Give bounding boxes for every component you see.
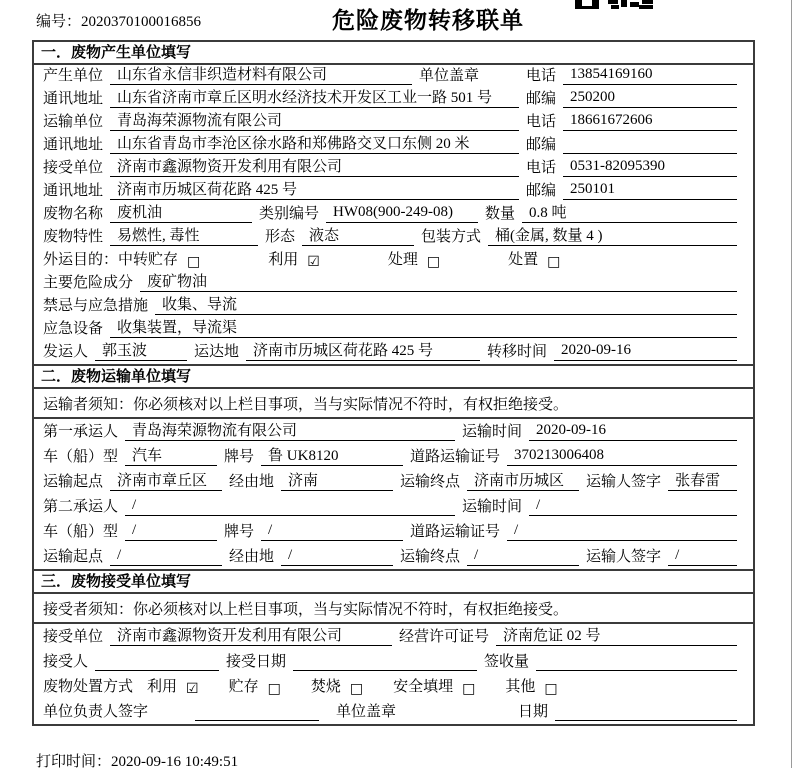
zip-label: 邮编	[526, 183, 557, 199]
destination-label: 运达地	[194, 344, 240, 360]
transporter-notice: 运输者须知：你必须核对以上栏目事项，当与实际情况不符时，有权拒绝接受。	[34, 389, 753, 419]
section2-header: 二．废物运输单位填写	[34, 366, 753, 389]
form-state-label: 形态	[265, 229, 296, 245]
road-license-value: 370213006408	[507, 447, 737, 466]
row-vehicle-2	[34, 519, 753, 544]
row-route-1	[34, 469, 753, 494]
section3-header: 三．废物接受单位填写	[34, 571, 753, 594]
purpose-option-utilize	[268, 248, 320, 269]
unit-seal-label: 单位盖章	[336, 704, 397, 720]
checkbox-checked-icon: ☑	[186, 681, 199, 697]
purpose-option-label: 处置	[508, 252, 539, 268]
page-right-edge	[791, 0, 792, 768]
row-producer-unit	[34, 65, 753, 88]
transport-unit-value: 青岛海荣源物流有限公司	[110, 109, 519, 131]
transport-time-value: 2020-09-16	[529, 422, 737, 441]
road-license-label: 道路运输证号	[410, 449, 501, 465]
document-header	[0, 0, 796, 38]
section-transporter	[34, 364, 753, 569]
transporter-zip-field	[526, 133, 744, 154]
disposal-option-label: 安全填埋	[393, 679, 454, 695]
phone-label: 电话	[526, 68, 557, 84]
first-carrier-label: 第一承运人	[43, 424, 119, 440]
receiver-zip-value: 250101	[563, 181, 737, 200]
section-producer	[34, 42, 753, 364]
row-shipper	[34, 341, 753, 364]
row-transport-unit	[34, 111, 753, 134]
carrier-sign-value: 张春雷	[668, 469, 737, 491]
route-via-label: 经由地	[229, 549, 275, 565]
unit-seal-label: 单位盖章	[419, 68, 480, 84]
first-carrier-value: 青岛海荣源物流有限公司	[125, 419, 455, 441]
row-transfer-purpose	[34, 249, 753, 272]
page-title: 危险废物转移联单	[332, 8, 524, 33]
route-start-label: 运输起点	[43, 549, 104, 565]
disposal-option-landfill	[393, 675, 475, 696]
business-license-value: 济南危证 02 号	[496, 624, 737, 646]
receiver-unit-label: 接受单位	[43, 160, 104, 176]
phone-label: 电话	[526, 160, 557, 176]
transporter-phone-value: 18661672606	[563, 112, 737, 131]
transfer-purpose-label: 外运目的：	[43, 252, 119, 268]
transport-unit-label: 运输单位	[43, 114, 104, 130]
purpose-option-treat	[388, 248, 440, 269]
waste-character-label: 废物特性	[43, 229, 104, 245]
row-hazard-component	[34, 272, 753, 295]
producer-unit-value: 山东省永信非织造材料有限公司	[110, 63, 412, 85]
responsible-sign-label: 单位负责人签字	[43, 704, 149, 720]
row-acceptor	[34, 649, 753, 674]
row-route-2	[34, 544, 753, 569]
purpose-option-label: 处理	[387, 252, 418, 268]
acceptor-label: 接受人	[43, 654, 89, 670]
transport-time-field-2	[462, 495, 744, 516]
row-producer-address	[34, 88, 753, 111]
row-emergency-equipment	[34, 318, 753, 341]
receiver-address-value: 济南市历城区荷花路 425 号	[110, 178, 519, 200]
route-end-value: 济南市历城区	[467, 469, 579, 491]
category-code-label: 类别编号	[259, 206, 320, 222]
form-state-value: 液态	[302, 224, 414, 246]
disposal-option-store	[229, 675, 281, 696]
zip-label: 邮编	[526, 91, 557, 107]
shipper-value: 郭玉波	[95, 339, 187, 361]
transport-time-label: 运输时间	[462, 499, 523, 515]
zip-label: 邮编	[526, 137, 557, 153]
transporter-phone-field	[526, 110, 744, 131]
quantity-label: 数量	[485, 206, 516, 222]
plate-label: 牌号	[224, 449, 255, 465]
transfer-time-value: 2020-09-16	[554, 342, 737, 361]
purpose-option-label: 利用	[268, 252, 299, 268]
checkbox-icon: □	[462, 681, 476, 697]
transporter-address-value: 山东省青岛市李沧区徐水路和郑佛路交叉口东侧 20 米	[110, 132, 519, 154]
route-via-value: 济南	[281, 469, 393, 491]
receipt-qty-value	[536, 652, 737, 671]
transporter-zip-value	[563, 135, 737, 154]
vehicle-type-value: 汽车	[125, 444, 217, 466]
hazard-component-value: 废矿物油	[140, 270, 737, 292]
transfer-time-label: 转移时间	[487, 344, 548, 360]
row-emergency-measures	[34, 295, 753, 318]
plate-value: 鲁 UK8120	[261, 444, 403, 466]
receiver-address-label: 通讯地址	[43, 183, 104, 199]
plate-value-2: /	[261, 522, 403, 541]
phone-label: 电话	[526, 114, 557, 130]
receiver-phone-field	[526, 156, 744, 177]
row-accept-unit	[34, 624, 753, 649]
document-number	[36, 10, 201, 31]
row-responsible-signature	[34, 699, 753, 724]
producer-phone-field	[526, 64, 744, 85]
checkbox-icon: □	[267, 681, 281, 697]
accept-unit-label: 接受单位	[43, 629, 104, 645]
row-disposal-method	[34, 674, 753, 699]
route-end-label: 运输终点	[400, 474, 461, 490]
route-end-label: 运输终点	[400, 549, 461, 565]
checkbox-icon: □	[349, 681, 364, 697]
accept-date-label: 接受日期	[226, 654, 287, 670]
hazard-component-label: 主要危险成分	[43, 275, 134, 291]
acceptor-value	[95, 652, 219, 671]
route-via-value-2: /	[281, 547, 393, 566]
receipt-qty-label: 签收量	[484, 654, 530, 670]
disposal-option-other	[505, 675, 557, 696]
row-second-carrier	[34, 494, 753, 519]
checkbox-icon: □	[544, 681, 558, 697]
producer-address-value: 山东省济南市章丘区明水经济技术开发区工业一路 501 号	[110, 86, 519, 108]
route-start-value: 济南市章丘区	[110, 469, 222, 491]
disposal-option-label: 其他	[505, 679, 536, 695]
row-vehicle-1	[34, 444, 753, 469]
print-time	[36, 750, 238, 768]
transport-time-field	[462, 420, 744, 441]
row-receiver-unit	[34, 157, 753, 180]
producer-phone-value: 13854169160	[563, 66, 737, 85]
checkbox-icon: □	[426, 254, 441, 270]
receiver-phone-value: 0531-82095390	[563, 158, 737, 177]
purpose-option-dispose	[508, 248, 560, 269]
vehicle-type-label: 车（船）型	[43, 449, 119, 465]
disposal-option-label: 贮存	[228, 679, 259, 695]
receiver-unit-value: 济南市鑫源物资开发利用有限公司	[110, 155, 519, 177]
route-start-label: 运输起点	[43, 474, 104, 490]
row-waste-character	[34, 226, 753, 249]
purpose-option-storage	[118, 248, 200, 269]
date-label: 日期	[517, 704, 548, 720]
producer-address-label: 通讯地址	[43, 91, 104, 107]
transporter-address-label: 通讯地址	[43, 137, 104, 153]
packing-label: 包装方式	[421, 229, 482, 245]
destination-value: 济南市历城区荷花路 425 号	[246, 339, 480, 361]
document-number-label: 编号：	[36, 14, 82, 30]
transport-time-value-2: /	[529, 497, 737, 516]
qr-code-fragment-icon	[575, 0, 655, 10]
receiver-zip-field	[526, 179, 744, 200]
emergency-measures-value: 收集、导流	[155, 293, 737, 315]
document-number-value: 2020370100016856	[81, 14, 202, 30]
route-via-label: 经由地	[229, 474, 275, 490]
manifest-form-table	[32, 40, 755, 726]
waste-character-value: 易燃性, 毒性	[110, 224, 258, 246]
route-start-value-2: /	[110, 547, 222, 566]
category-code-value: HW08(900-249-08)	[326, 204, 478, 223]
responsible-sign-value	[195, 702, 319, 721]
waste-name-value: 废机油	[110, 201, 252, 223]
emergency-equipment-label: 应急设备	[43, 321, 104, 337]
producer-zip-field	[526, 87, 744, 108]
row-waste-name	[34, 203, 753, 226]
accept-date-value	[293, 652, 477, 671]
disposal-option-label: 焚烧	[310, 679, 341, 695]
checkbox-icon: □	[547, 254, 561, 270]
second-carrier-value: /	[125, 497, 455, 516]
shipper-label: 发运人	[43, 344, 89, 360]
carrier-sign-value-2: /	[668, 547, 737, 566]
receiver-notice: 接受者须知：你必须核对以上栏目事项，当与实际情况不符时，有权拒绝接受。	[34, 594, 753, 624]
row-transporter-address	[34, 134, 753, 157]
row-first-carrier	[34, 419, 753, 444]
disposal-method-label: 废物处置方式	[43, 679, 134, 695]
quantity-value: 0.8 吨	[522, 201, 737, 223]
section-receiver	[34, 569, 753, 724]
packing-value: 桶(金属, 数量 4 )	[488, 224, 737, 246]
road-license-label: 道路运输证号	[410, 524, 501, 540]
date-value	[555, 702, 737, 721]
accept-unit-value: 济南市鑫源物资开发利用有限公司	[110, 624, 392, 646]
waste-name-label: 废物名称	[43, 206, 104, 222]
second-carrier-label: 第二承运人	[43, 499, 119, 515]
purpose-option-label: 中转贮存	[118, 252, 179, 268]
transport-time-label: 运输时间	[462, 424, 523, 440]
row-receiver-address	[34, 180, 753, 203]
checkbox-checked-icon: ☑	[307, 254, 320, 270]
producer-unit-label: 产生单位	[43, 68, 104, 84]
business-license-label: 经营许可证号	[399, 629, 490, 645]
print-time-value: 2020-09-16 10:49:51	[111, 754, 239, 768]
road-license-value-2: /	[507, 522, 737, 541]
vehicle-type-label: 车（船）型	[43, 524, 119, 540]
print-time-label: 打印时间：	[36, 754, 112, 768]
disposal-option-incinerate	[311, 675, 363, 696]
section1-header: 一．废物产生单位填写	[34, 42, 753, 65]
plate-label: 牌号	[224, 524, 255, 540]
emergency-equipment-value: 收集装置，导流渠	[110, 316, 737, 338]
carrier-sign-label: 运输人签字	[586, 549, 662, 565]
producer-zip-value: 250200	[563, 89, 737, 108]
carrier-sign-label: 运输人签字	[586, 474, 662, 490]
disposal-option-utilize	[147, 675, 199, 696]
checkbox-icon: □	[187, 254, 201, 270]
emergency-measures-label: 禁忌与应急措施	[43, 298, 149, 314]
route-end-value-2: /	[467, 547, 579, 566]
vehicle-type-value-2: /	[125, 522, 217, 541]
disposal-option-label: 利用	[147, 679, 178, 695]
